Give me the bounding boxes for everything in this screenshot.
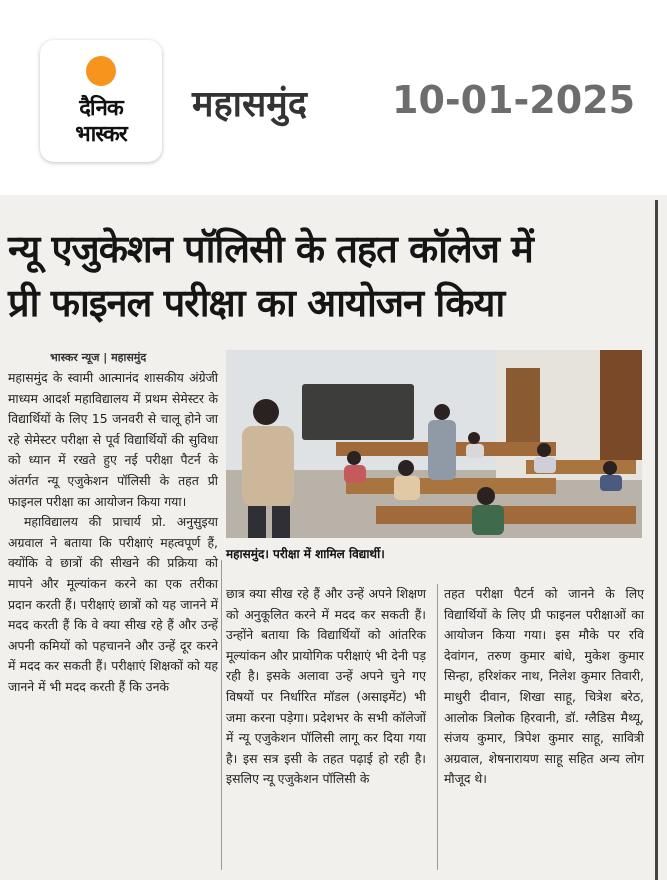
edition-date: 10-01-2025 xyxy=(392,78,636,122)
column-divider-1 xyxy=(221,560,222,870)
paragraph-3: छात्र क्या सीख रहे हैं और उन्हें अपने शिक्षण को अनुकूलित करने में मदद कर सकती हैं। उन्होंने बताया कि विद्यार्थियों को आंतरिक मूल्यांकन और प्रायोगिक परीक्षाएं भी देनी पड़ रही है। इसके अलावा उन्हें अपने चुने गए विषयों पर निर्धारित मॉडल (असाइमेंट) भी जमा करना पड़ेगा। प्रदेशभर के सभी कॉलेजों में न्यू एजुकेशन पॉलिसी लागू कर दिया गया है। इस सत्र इसी के तहत पढ़ाई हो रही है। इसलिए न्यू एजुकेशन पॉलिसी के xyxy=(226,586,426,787)
sun-icon xyxy=(86,56,116,86)
photo-caption: महासमुंद। परीक्षा में शामिल विद्यार्थी। xyxy=(226,547,385,561)
paragraph-2: महाविद्यालय की प्राचार्य प्रो. अनुसुइया अग्रवाल ने बताया कि परीक्षाएं महत्वपूर्ण हैं, क्योंकि वे छात्रों की सीखने की प्रक्रिया को मापने और मूल्यांकन करने का एक तरीका प्रदान करती हैं। परीक्षाएं छात्रों को यह जानने में मदद करती हैं कि वे क्या सीख रहे हैं और उन्हें अपनी कमियों को पहचानने और उन्हें दूर करने में मदद कर सकती हैं। परीक्षाएं शिक्षकों को यह जानने में भी मदद करती हैं कि उनके xyxy=(8,514,218,694)
dainik-bhaskar-logo[interactable] xyxy=(40,40,162,162)
article-headline xyxy=(8,222,658,330)
article-column-2 xyxy=(226,584,426,790)
paragraph-1: महासमुंद के स्वामी आत्मानंद शासकीय अंग्रेजी माध्यम आदर्श महाविद्यालय में प्रथम सेमेस्टर के विद्यार्थियों के लिए 15 जनवरी से चालू होने जा रहे सेमेस्टर परीक्षा से पूर्व विद्यार्थियों की सुविधा को ध्यान में रखते हुए नई परीक्षा पैटर्न के अंतर्गत न्यू एजुकेशन पॉलिसी के तहत प्री फाइनल परीक्षा का आयोजन किया गया। xyxy=(8,370,218,509)
exam-hall-photo xyxy=(226,350,642,538)
logo-line1: दैनिक xyxy=(79,96,123,121)
paragraph-4: तहत परीक्षा पैटर्न को जानने के लिए विद्यार्थियों के लिए प्री फाइनल परीक्षाओं का आयोजन किया गया। इस मौके पर रवि देवांगन, तरुण कुमार बांधे, मुकेश कुमार सिन्हा, हरिशंकर नाथ, निलेश कुमार तिवारी, माधुरी दीवान, शिखा साहू, चित्रेश बरेठ, आलोक त्रिलोक हिरवानी, डॉ. ग्लैडिस मैथ्यू, संजय कुमार, त्रिपेश कुमार साहू, सावित्री अग्रवाल, शेषनारायण साहू सहित अन्य लोग मौजूद थे। xyxy=(444,586,644,787)
city-name: महासमुंद xyxy=(192,84,307,125)
article-column-1 xyxy=(8,368,218,698)
headline-line2: प्री फाइनल परीक्षा का आयोजन किया xyxy=(8,281,505,325)
byline: भास्कर न्यूज | महासमुंद xyxy=(50,351,147,364)
header xyxy=(0,0,667,180)
headline-line1: न्यू एजुकेशन पॉलिसी के तहत कॉलेज में xyxy=(8,227,533,271)
logo-line2: भास्कर xyxy=(75,122,127,147)
article-column-3 xyxy=(444,584,644,790)
exam-hall-illustration xyxy=(226,350,642,538)
column-divider-2 xyxy=(437,584,438,870)
